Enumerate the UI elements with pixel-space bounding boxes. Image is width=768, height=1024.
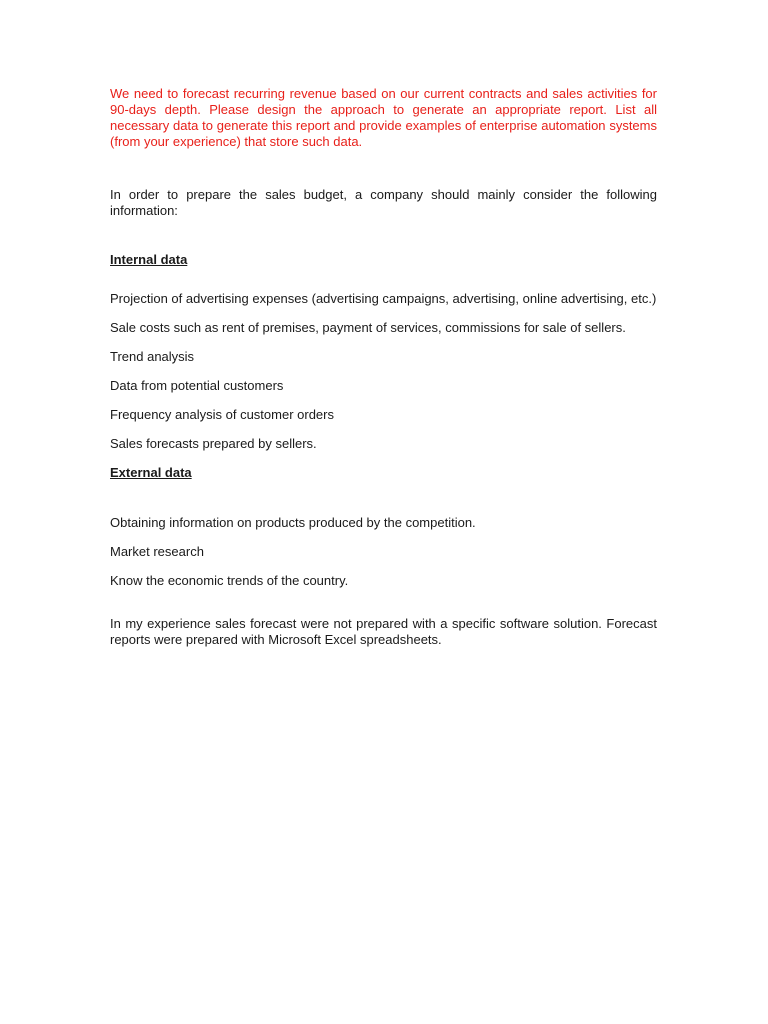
external-item-market-research: Market research: [110, 544, 204, 559]
internal-item-advertising: Projection of advertising expenses (advertising campaigns, advertising, online advertising, etc.): [110, 291, 657, 306]
external-data-heading: External data: [110, 465, 192, 480]
external-item-competition: Obtaining information on products produced by the competition.: [110, 515, 476, 530]
internal-item-trend-analysis: Trend analysis: [110, 349, 195, 364]
document-page: [110, 86, 657, 648]
intro-text: In order to prepare the sales budget, a company should mainly consider the following information:: [110, 187, 657, 218]
internal-item-seller-forecasts: Sales forecasts prepared by sellers.: [110, 436, 317, 451]
internal-data-heading: Internal data: [110, 252, 188, 267]
internal-item-potential-customers: Data from potential customers: [110, 378, 284, 393]
conclusion-text: In my experience sales forecast were not prepared with a specific software solution. Forecast reports were prepared with Microsoft Excel spreadsheets.: [110, 616, 657, 647]
internal-item-sale-costs: Sale costs such as rent of premises, payment of services, commissions for sale of sellers.: [110, 320, 626, 335]
internal-item-order-frequency: Frequency analysis of customer orders: [110, 407, 334, 422]
question-text: We need to forecast recurring revenue based on our current contracts and sales activities for 90-days depth. Please design the approach to generate an appropriate report. List all necessary data to generate this report and provide examples of enterprise automation systems (from your experience) that store such data.: [110, 86, 657, 149]
external-item-economic-trends: Know the economic trends of the country.: [110, 573, 349, 588]
